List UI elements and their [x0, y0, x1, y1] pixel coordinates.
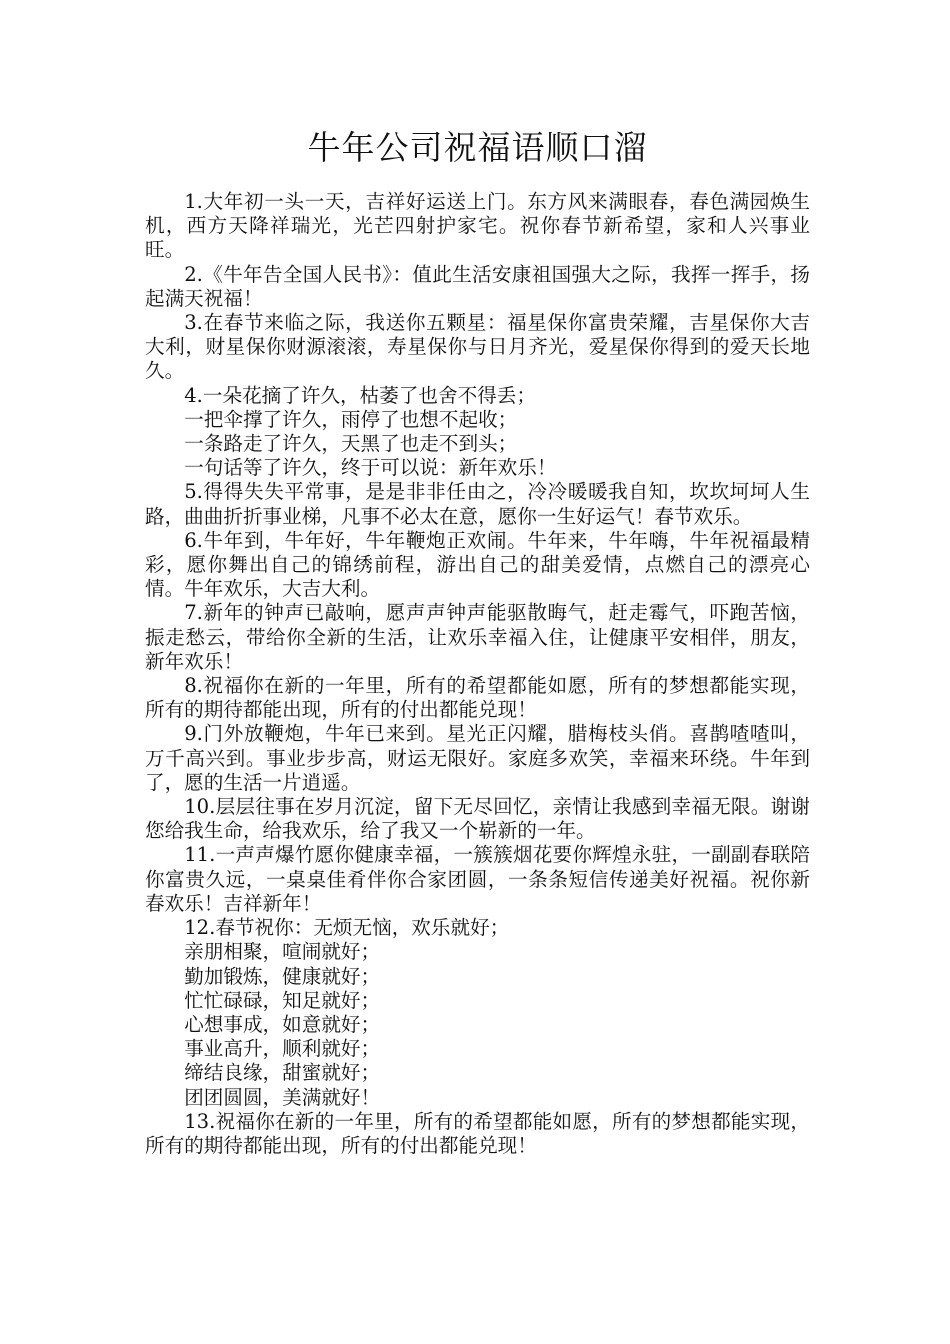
- document-body: [145, 190, 810, 1158]
- verse-line: 一条路走了许久，天黑了也走不到头；: [184, 432, 518, 456]
- verse-line: 12.春节祝你：无烦无恼，欢乐就好；: [184, 916, 510, 940]
- verse-line: 心想事成，如意就好；: [184, 1012, 381, 1036]
- verse-line: 缔结良缘，甜蜜就好；: [184, 1061, 381, 1085]
- paragraph: 7.新年的钟声已敲响，愿声声钟声能驱散晦气，赶走霉气，吓跑苦恼，振走愁云，带给你全新的生活，让欢乐幸福入住，让健康平安相伴，朋友，新年欢乐！: [145, 601, 810, 673]
- verse-line: 亲朋相聚，喧闹就好；: [184, 940, 381, 964]
- paragraph: 6.牛年到，牛年好，牛年鞭炮正欢闹。牛年来，牛年嗨，牛年祝福最精彩，愿你舞出自己的锦绣前程，游出自己的甜美爱情，点燃自己的漂亮心情。牛年欢乐，大吉大利。: [145, 528, 810, 601]
- document-title: 牛年公司祝福语顺口溜: [307, 128, 648, 167]
- verse-line: 团团圆圆，美满就好！: [184, 1085, 381, 1109]
- verse-line: 事业高升，顺利就好；: [184, 1037, 381, 1061]
- paragraph: 11.一声声爆竹愿你健康幸福，一簇簇烟花要你辉煌永驻，一副副春联陪你富贵久远，一桌桌佳肴伴你合家团圆，一条条短信传递美好祝福。祝你新春欢乐！吉祥新年！: [145, 843, 810, 915]
- verse-line: 一把伞撑了许久，雨停了也想不起收；: [184, 407, 518, 431]
- paragraph: 1.大年初一头一天，吉祥好运送上门。东方风来满眼春，春色满园焕生机，西方天降祥瑞光，光芒四射护家宅。祝你春节新希望，家和人兴事业旺。: [145, 190, 810, 262]
- verse-line: 4.一朵花摘了许久，枯萎了也舍不得丢；: [184, 383, 536, 407]
- verse-line: 一句话等了许久，终于可以说：新年欢乐！: [184, 456, 557, 480]
- paragraph: 13.祝福你在新的一年里，所有的希望都能如愿，所有的梦想都能实现，所有的期待都能出现，所有的付出都能兑现！: [145, 1109, 810, 1157]
- verse-line: 勤加锻炼，健康就好；: [184, 964, 381, 988]
- paragraph: 3.在春节来临之际，我送你五颗星：福星保你富贵荣耀，吉星保你大吉大利，财星保你财源滚滚，寿星保你与日月齐光，爱星保你得到的爱天长地久。: [145, 311, 810, 383]
- paragraph: 2.《牛年告全国人民书》：值此生活安康祖国强大之际，我挥一挥手，扬起满天祝福！: [145, 262, 810, 310]
- paragraph: 8.祝福你在新的一年里，所有的希望都能如愿，所有的梦想都能实现，所有的期待都能出现，所有的付出都能兑现！: [145, 674, 810, 722]
- verse-line: 忙忙碌碌，知足就好；: [184, 988, 381, 1012]
- paragraph: 9.门外放鞭炮，牛年已来到。星光正闪耀，腊梅枝头俏。喜鹊喳喳叫，万千高兴到。事业步步高，财运无限好。家庭多欢笑，幸福来环绕。牛年到了，愿的生活一片逍遥。: [145, 722, 810, 794]
- paragraph: 5.得得失失平常事，是是非非任由之，冷冷暖暖我自知，坎坎坷坷人生路，曲曲折折事业梯，凡事不必太在意，愿你一生好运气！春节欢乐。: [145, 480, 810, 528]
- paragraph: 10.层层往事在岁月沉淀，留下无尽回忆，亲情让我感到幸福无限。谢谢您给我生命，给我欢乐，给了我又一个崭新的一年。: [145, 795, 810, 843]
